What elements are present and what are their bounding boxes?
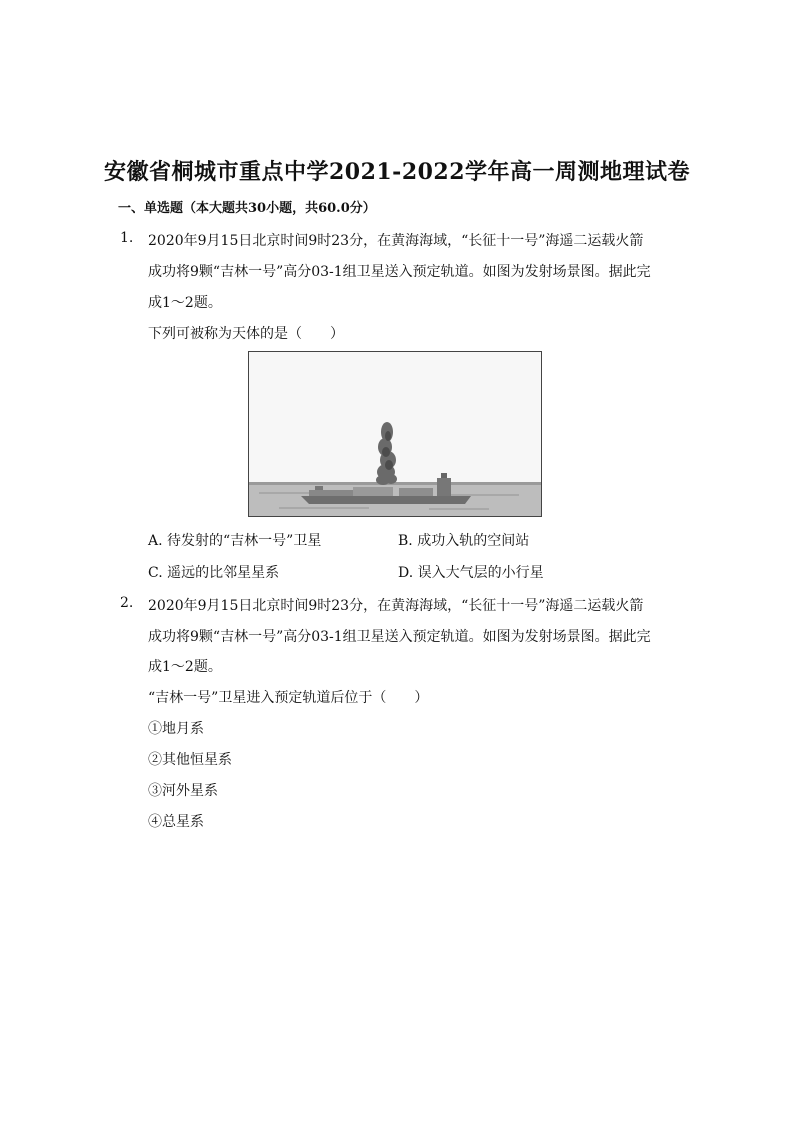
question-stem-line: 成1～2题。 (148, 295, 222, 311)
question-number: 1. (120, 230, 134, 246)
list-item: ③河外星系 (148, 783, 218, 799)
launch-photo (248, 351, 542, 517)
section-heading: 一、单选题（本大题共30小题，共60.0分） (118, 201, 376, 216)
option-b: B. 成功入轨的空间站 (398, 533, 530, 549)
list-item: ④总星系 (148, 814, 204, 830)
option-a: A. 待发射的“吉林一号”卫星 (148, 533, 322, 549)
question-stem-line: 成功将9颗“吉林一号”高分03-1组卫星送入预定轨道。如图为发射场景图。据此完 (148, 629, 651, 645)
question-stem-line: 2020年9月15日北京时间9时23分，在黄海海域，“长征十一号”海遥二运载火箭 (148, 598, 644, 614)
option-d: D. 误入大气层的小行星 (398, 565, 544, 581)
option-c: C. 遥远的比邻星星系 (148, 565, 280, 581)
page-title: 安徽省桐城市重点中学2021-2022学年高一周测地理试卷 (103, 159, 691, 185)
question-text: 下列可被称为天体的是（ ） (148, 326, 344, 342)
question-text: “吉林一号”卫星进入预定轨道后位于（ ） (148, 690, 429, 706)
question-stem-line: 成功将9颗“吉林一号”高分03-1组卫星送入预定轨道。如图为发射场景图。据此完 (148, 264, 651, 280)
question-stem-line: 成1～2题。 (148, 659, 222, 675)
list-item: ①地月系 (148, 721, 204, 737)
question-number: 2. (120, 595, 134, 611)
list-item: ②其他恒星系 (148, 752, 232, 768)
question-stem-line: 2020年9月15日北京时间9时23分，在黄海海域，“长征十一号”海遥二运载火箭 (148, 233, 644, 249)
